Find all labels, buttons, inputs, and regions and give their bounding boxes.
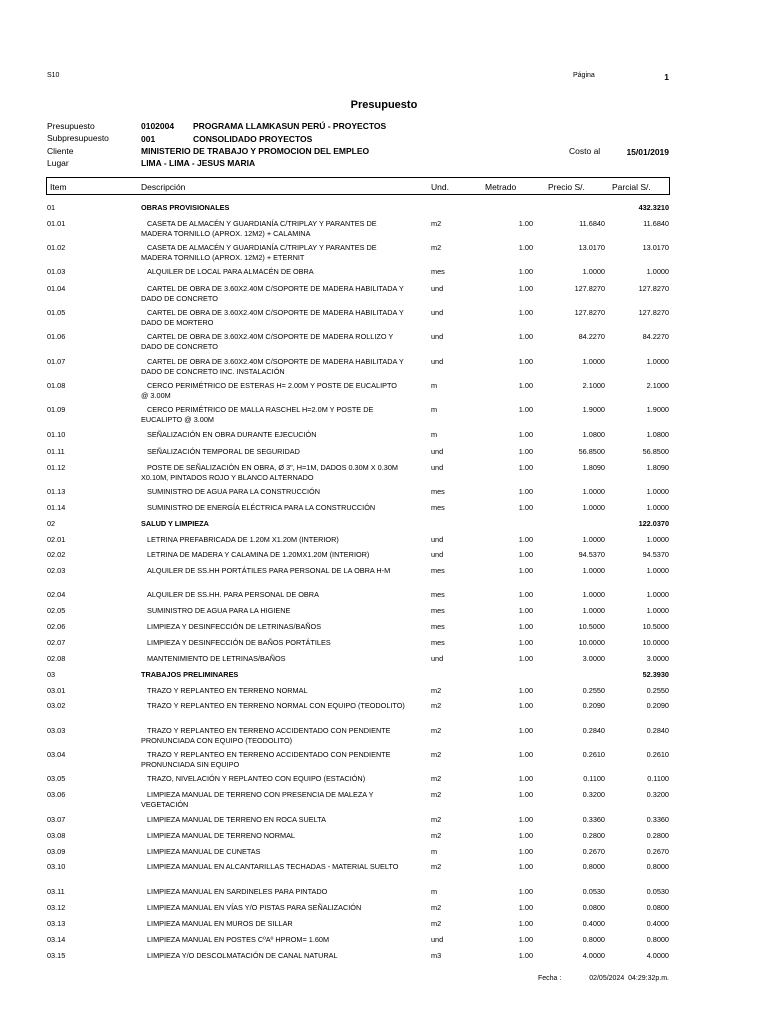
row-description: LIMPIEZA MANUAL EN SARDINELES PARA PINTADO — [147, 887, 328, 896]
fecha-label: Fecha : — [538, 975, 562, 982]
row-precio: 0.2670 — [582, 847, 605, 856]
row-metrado: 1.00 — [518, 381, 533, 390]
row-item-code: 03.12 — [47, 903, 66, 912]
row-metrado: 1.00 — [518, 919, 533, 928]
row-item-code: 02.02 — [47, 550, 66, 559]
row-unit: und — [431, 935, 444, 944]
row-parcial: 1.0000 — [646, 606, 669, 615]
row-description: TRAZO, NIVELACIÓN Y REPLANTEO CON EQUIPO (ESTACIÓN) — [147, 774, 366, 783]
row-item-code: 01.12 — [47, 463, 66, 472]
row-unit: mes — [431, 622, 445, 631]
row-parcial: 1.0000 — [646, 487, 669, 496]
row-unit: und — [431, 332, 444, 341]
row-unit: m2 — [431, 774, 442, 783]
row-parcial: 0.2840 — [646, 726, 669, 735]
row-metrado: 1.00 — [518, 847, 533, 856]
row-description: LIMPIEZA Y DESINFECCIÓN DE LETRINAS/BAÑOS — [147, 622, 322, 631]
row-item-code: 02.06 — [47, 622, 66, 631]
row-unit: und — [431, 447, 444, 456]
row-unit: und — [431, 284, 444, 293]
row-parcial: 0.8000 — [646, 935, 669, 944]
row-description: TRAZO Y REPLANTEO EN TERRENO ACCIDENTADO CON PENDIENTE PRONUNCIADA CON EQUIPO (TEODOLITO) — [141, 726, 391, 745]
row-parcial: 13.0170 — [642, 243, 669, 252]
row-metrado: 1.00 — [518, 686, 533, 695]
row-description: POSTE DE SEÑALIZACIÓN EN OBRA, Ø 3", H=1M, DADOS 0.30M X 0.30M X0.10M, PINTADOS ROJO Y BLANCO ALTERNADO — [141, 463, 398, 482]
row-precio: 0.0800 — [582, 903, 605, 912]
row-item-code: 01.10 — [47, 430, 66, 439]
row-item-code: 03.10 — [47, 862, 66, 871]
row-item-code: 03.06 — [47, 790, 66, 799]
row-parcial: 11.6840 — [643, 219, 669, 228]
row-unit: m — [431, 381, 438, 390]
row-metrado: 1.00 — [518, 726, 533, 735]
row-metrado: 1.00 — [518, 405, 533, 414]
row-unit: m — [431, 405, 438, 414]
page-label: Página — [573, 72, 595, 79]
row-metrado: 1.00 — [518, 815, 533, 824]
row-precio: 0.8000 — [582, 862, 605, 871]
row-item-code: 01.05 — [47, 308, 66, 317]
row-precio: 10.5000 — [578, 622, 605, 631]
row-precio: 0.1100 — [583, 774, 605, 783]
lugar-label: Lugar — [47, 158, 69, 168]
row-metrado: 1.00 — [518, 887, 533, 896]
row-description: TRAZO Y REPLANTEO EN TERRENO NORMAL — [147, 686, 308, 695]
row-parcial: 0.2610 — [646, 750, 669, 759]
row-description: LIMPIEZA MANUAL EN POSTES CºAº HPROM= 1.60M — [147, 935, 330, 944]
row-item-code: 01.03 — [47, 267, 66, 276]
row-item-code: 03.15 — [47, 951, 66, 960]
column-header — [46, 177, 670, 195]
cliente-value: MINISTERIO DE TRABAJO Y PROMOCION DEL EMPLEO — [141, 146, 370, 156]
row-description: SUMINISTRO DE AGUA PARA LA CONSTRUCCIÓN — [147, 487, 320, 496]
row-metrado: 1.00 — [518, 243, 533, 252]
row-parcial: 1.0000 — [646, 566, 669, 575]
row-description: LIMPIEZA Y/O DESCOLMATACIÓN DE CANAL NATURAL — [147, 951, 338, 960]
row-precio: 0.2840 — [582, 726, 605, 735]
row-description: CASETA DE ALMACÉN Y GUARDIANÍA C/TRIPLAY Y PARANTES DE MADERA TORNILLO (APROX. 12M2) + CALAMINA — [141, 219, 377, 238]
row-unit: m2 — [431, 701, 442, 710]
row-unit: m — [431, 430, 438, 439]
row-unit: mes — [431, 487, 445, 496]
row-description: LIMPIEZA MANUAL DE TERRENO NORMAL — [147, 831, 295, 840]
row-item-code: 01 — [47, 203, 56, 212]
subpresupuesto-code: 001 — [141, 134, 156, 144]
row-item-code: 02.01 — [47, 535, 66, 544]
row-precio: 94.5370 — [578, 550, 605, 559]
row-description: CARTEL DE OBRA DE 3.60X2.40M C/SOPORTE DE MADERA HABILITADA Y DADO DE CONCRETO INC. INSTALACIÓN — [141, 357, 404, 376]
row-metrado: 1.00 — [518, 267, 533, 276]
row-unit: und — [431, 308, 444, 317]
presupuesto-name: PROGRAMA LLAMKASUN PERÚ - PROYECTOS — [193, 121, 387, 131]
row-parcial: 1.9000 — [646, 405, 669, 414]
row-item-code: 03.13 — [47, 919, 66, 928]
row-parcial: 1.0800 — [646, 430, 669, 439]
row-precio: 2.1000 — [582, 381, 605, 390]
row-metrado: 1.00 — [518, 774, 533, 783]
row-unit: und — [431, 550, 444, 559]
row-description: LETRINA PREFABRICADA DE 1.20M X1.20M (INTERIOR) — [147, 535, 339, 544]
row-item-code: 03.09 — [47, 847, 66, 856]
presupuesto-label: Presupuesto — [47, 121, 95, 131]
row-item-code: 01.11 — [47, 447, 65, 456]
row-precio: 13.0170 — [578, 243, 605, 252]
row-item-code: 01.04 — [47, 284, 66, 293]
row-description: TRABAJOS PRELIMINARES — [141, 670, 239, 679]
row-metrado: 1.00 — [518, 332, 533, 341]
row-item-code: 03.14 — [47, 935, 66, 944]
row-unit: mes — [431, 503, 445, 512]
row-unit: m2 — [431, 750, 442, 759]
row-unit: m2 — [431, 243, 442, 252]
row-parcial: 56.8500 — [642, 447, 669, 456]
row-metrado: 1.00 — [518, 701, 533, 710]
row-metrado: 1.00 — [518, 503, 533, 512]
row-item-code: 02.05 — [47, 606, 66, 615]
row-unit: m2 — [431, 686, 442, 695]
row-metrado: 1.00 — [518, 606, 533, 615]
row-parcial: 1.0000 — [646, 503, 669, 512]
row-item-code: 02.04 — [47, 590, 66, 599]
row-precio: 0.8000 — [582, 935, 605, 944]
row-metrado: 1.00 — [518, 357, 533, 366]
row-unit: und — [431, 463, 444, 472]
row-item-code: 03.02 — [47, 701, 66, 710]
row-description: TRAZO Y REPLANTEO EN TERRENO ACCIDENTADO CON PENDIENTE PRONUNCIADA SIN EQUIPO — [141, 750, 391, 769]
row-description: ALQUILER DE SS.HH PORTÁTILES PARA PERSONAL DE LA OBRA H-M — [147, 566, 391, 575]
subpresupuesto-label: Subpresupuesto — [47, 133, 109, 143]
row-description: ALQUILER DE LOCAL PARA ALMACÉN DE OBRA — [147, 267, 314, 276]
presupuesto-code: 0102004 — [141, 121, 175, 131]
row-description: CERCO PERIMÉTRICO DE ESTERAS H= 2.00M Y POSTE DE EUCALIPTO @ 3.00M — [141, 381, 397, 400]
row-metrado: 1.00 — [518, 935, 533, 944]
row-metrado: 1.00 — [518, 590, 533, 599]
row-description: SEÑALIZACIÓN EN OBRA DURANTE EJECUCIÓN — [147, 430, 317, 439]
row-unit: mes — [431, 590, 445, 599]
row-precio: 10.0000 — [578, 638, 605, 647]
row-precio: 0.2550 — [582, 686, 605, 695]
row-metrado: 1.00 — [518, 566, 533, 575]
page-number: 1 — [664, 72, 669, 82]
row-description: LIMPIEZA MANUAL EN VÍAS Y/O PISTAS PARA SEÑALIZACIÓN — [147, 903, 362, 912]
row-parcial: 127.8270 — [638, 308, 669, 317]
row-parcial: 94.5370 — [642, 550, 669, 559]
row-item-code: 02 — [47, 519, 56, 528]
row-precio: 56.8500 — [578, 447, 605, 456]
row-parcial: 10.0000 — [642, 638, 669, 647]
row-unit: und — [431, 535, 444, 544]
row-description: LIMPIEZA MANUAL EN ALCANTARILLAS TECHADAS - MATERIAL SUELTO — [147, 862, 399, 871]
row-metrado: 1.00 — [518, 622, 533, 631]
row-unit: m2 — [431, 903, 442, 912]
report-code: S10 — [47, 72, 60, 79]
row-parcial: 1.8090 — [646, 463, 669, 472]
row-metrado: 1.00 — [518, 550, 533, 559]
col-item: Item — [50, 182, 67, 192]
row-description: LETRINA DE MADERA Y CALAMINA DE 1.20MX1.20M (INTERIOR) — [147, 550, 370, 559]
row-precio: 1.0000 — [582, 357, 605, 366]
row-metrado: 1.00 — [518, 638, 533, 647]
page-title: Presupuesto — [350, 99, 418, 111]
row-item-code: 01.01 — [47, 219, 66, 228]
row-description: SUMINISTRO DE ENERGÍA ELÉCTRICA PARA LA CONSTRUCCIÓN — [147, 503, 376, 512]
row-parcial: 4.0000 — [646, 951, 669, 960]
row-parcial: 3.0000 — [646, 654, 669, 663]
row-description: TRAZO Y REPLANTEO EN TERRENO NORMAL CON EQUIPO (TEODOLITO) — [147, 701, 405, 710]
costo-label: Costo al — [569, 146, 601, 156]
row-precio: 1.9000 — [582, 405, 605, 414]
row-unit: m2 — [431, 919, 442, 928]
row-description: SEÑALIZACIÓN TEMPORAL DE SEGURIDAD — [147, 447, 300, 456]
row-parcial: 0.4000 — [646, 919, 669, 928]
row-metrado: 1.00 — [518, 951, 533, 960]
row-item-code: 03.04 — [47, 750, 66, 759]
row-precio: 0.4000 — [582, 919, 605, 928]
row-parcial: 0.0530 — [646, 887, 669, 896]
row-precio: 1.0000 — [582, 590, 605, 599]
row-item-code: 03.07 — [47, 815, 66, 824]
row-parcial: 1.0000 — [646, 267, 669, 276]
subpresupuesto-name: CONSOLIDADO PROYECTOS — [193, 134, 313, 144]
row-unit: mes — [431, 606, 445, 615]
row-precio: 3.0000 — [582, 654, 605, 663]
row-precio: 1.0000 — [582, 535, 605, 544]
row-parcial: 1.0000 — [646, 535, 669, 544]
row-unit: m2 — [431, 862, 442, 871]
row-metrado: 1.00 — [518, 308, 533, 317]
row-unit: mes — [431, 267, 445, 276]
row-item-code: 03.05 — [47, 774, 66, 783]
row-description: LIMPIEZA Y DESINFECCIÓN DE BAÑOS PORTÁTILES — [147, 638, 331, 647]
row-item-code: 01.08 — [47, 381, 66, 390]
row-parcial: 0.2670 — [646, 847, 669, 856]
row-metrado: 1.00 — [518, 903, 533, 912]
col-metrado: Metrado — [485, 182, 517, 192]
row-description: SUMINISTRO DE AGUA PARA LA HIGIENE — [147, 606, 291, 615]
col-parcial: Parcial S/. — [612, 182, 651, 192]
cliente-label: Cliente — [47, 146, 74, 156]
row-item-code: 01.06 — [47, 332, 66, 341]
row-parcial: 0.0800 — [646, 903, 669, 912]
row-precio: 1.8090 — [582, 463, 605, 472]
row-description: SALUD Y LIMPIEZA — [141, 519, 209, 528]
row-metrado: 1.00 — [518, 535, 533, 544]
row-precio: 0.3360 — [582, 815, 605, 824]
row-precio: 11.6840 — [579, 219, 605, 228]
col-descripcion: Descripción — [141, 182, 186, 192]
row-description: LIMPIEZA MANUAL DE CUNETAS — [147, 847, 261, 856]
row-description: CERCO PERIMÉTRICO DE MALLA RASCHEL H=2.0M Y POSTE DE EUCALIPTO @ 3.00M — [141, 405, 374, 424]
row-parcial: 2.1000 — [646, 381, 669, 390]
row-parcial: 0.8000 — [646, 862, 669, 871]
row-item-code: 01.09 — [47, 405, 66, 414]
row-parcial: 122.0370 — [638, 519, 669, 528]
row-item-code: 02.03 — [47, 566, 66, 575]
row-description: CARTEL DE OBRA DE 3.60X2.40M C/SOPORTE DE MADERA ROLLIZO Y DADO DE CONCRETO — [141, 332, 394, 351]
row-parcial: 432.3210 — [638, 203, 669, 212]
fecha-value: 02/05/2024 04:29:32p.m. — [589, 975, 669, 982]
col-precio: Precio S/. — [548, 182, 585, 192]
row-metrado: 1.00 — [518, 654, 533, 663]
row-description: ALQUILER DE SS.HH. PARA PERSONAL DE OBRA — [147, 590, 319, 599]
row-parcial: 0.2800 — [646, 831, 669, 840]
row-precio: 0.2090 — [582, 701, 605, 710]
row-unit: m2 — [431, 790, 442, 799]
row-item-code: 02.08 — [47, 654, 66, 663]
row-parcial: 0.2090 — [646, 701, 669, 710]
row-parcial: 10.5000 — [642, 622, 669, 631]
row-description: MANTENIMIENTO DE LETRINAS/BAÑOS — [147, 654, 286, 663]
row-metrado: 1.00 — [518, 447, 533, 456]
row-unit: m3 — [431, 951, 442, 960]
row-description: LIMPIEZA MANUAL DE TERRENO EN ROCA SUELTA — [147, 815, 326, 824]
row-precio: 1.0000 — [582, 267, 605, 276]
row-item-code: 03.01 — [47, 686, 66, 695]
row-item-code: 03.03 — [47, 726, 66, 735]
col-und: Und. — [431, 182, 449, 192]
row-parcial: 1.0000 — [646, 590, 669, 599]
row-unit: mes — [431, 638, 445, 647]
row-item-code: 01.14 — [47, 503, 66, 512]
row-unit: m2 — [431, 831, 442, 840]
row-metrado: 1.00 — [518, 487, 533, 496]
row-unit: m2 — [431, 219, 442, 228]
row-precio: 1.0800 — [582, 430, 605, 439]
row-unit: m2 — [431, 726, 442, 735]
row-parcial: 127.8270 — [638, 284, 669, 293]
row-precio: 0.2610 — [582, 750, 605, 759]
row-item-code: 03 — [47, 670, 56, 679]
row-metrado: 1.00 — [518, 862, 533, 871]
row-parcial: 84.2270 — [642, 332, 669, 341]
row-item-code: 01.07 — [47, 357, 66, 366]
row-precio: 1.0000 — [582, 566, 605, 575]
row-parcial: 1.0000 — [646, 357, 669, 366]
row-unit: m2 — [431, 815, 442, 824]
row-description: LIMPIEZA MANUAL DE TERRENO CON PRESENCIA DE MALEZA Y VEGETACIÓN — [141, 790, 374, 809]
row-parcial: 0.3200 — [646, 790, 669, 799]
row-metrado: 1.00 — [518, 430, 533, 439]
row-item-code: 03.11 — [47, 887, 65, 896]
row-parcial: 0.1100 — [647, 774, 669, 783]
row-metrado: 1.00 — [518, 284, 533, 293]
row-unit: m — [431, 887, 438, 896]
row-description: CASETA DE ALMACÉN Y GUARDIANÍA C/TRIPLAY Y PARANTES DE MADERA TORNILLO (APROX. 12M2) + ETERNIT — [141, 243, 377, 262]
row-metrado: 1.00 — [518, 750, 533, 759]
row-parcial: 0.2550 — [646, 686, 669, 695]
row-precio: 1.0000 — [582, 503, 605, 512]
row-metrado: 1.00 — [518, 831, 533, 840]
row-item-code: 02.07 — [47, 638, 66, 647]
costo-date: 15/01/2019 — [626, 147, 669, 157]
row-description: CARTEL DE OBRA DE 3.60X2.40M C/SOPORTE DE MADERA HABILITADA Y DADO DE CONCRETO — [141, 284, 404, 303]
row-unit: und — [431, 357, 444, 366]
row-metrado: 1.00 — [518, 790, 533, 799]
row-precio: 0.2800 — [582, 831, 605, 840]
row-precio: 0.3200 — [582, 790, 605, 799]
row-precio: 0.0530 — [582, 887, 605, 896]
row-parcial: 0.3360 — [646, 815, 669, 824]
row-precio: 84.2270 — [578, 332, 605, 341]
row-item-code: 01.02 — [47, 243, 66, 252]
row-metrado: 1.00 — [518, 219, 533, 228]
row-precio: 127.8270 — [574, 284, 605, 293]
row-parcial: 52.3930 — [642, 670, 669, 679]
row-unit: und — [431, 654, 444, 663]
row-metrado: 1.00 — [518, 463, 533, 472]
row-unit: m — [431, 847, 438, 856]
row-item-code: 03.08 — [47, 831, 66, 840]
row-precio: 1.0000 — [582, 606, 605, 615]
lugar-value: LIMA - LIMA - JESUS MARIA — [141, 158, 256, 168]
row-precio: 1.0000 — [582, 487, 605, 496]
row-description: CARTEL DE OBRA DE 3.60X2.40M C/SOPORTE DE MADERA HABILITADA Y DADO DE MORTERO — [141, 308, 404, 327]
row-item-code: 01.13 — [47, 487, 66, 496]
row-precio: 127.8270 — [574, 308, 605, 317]
row-description: LIMPIEZA MANUAL EN MUROS DE SILLAR — [147, 919, 293, 928]
row-unit: mes — [431, 566, 445, 575]
row-precio: 4.0000 — [582, 951, 605, 960]
row-description: OBRAS PROVISIONALES — [141, 203, 230, 212]
